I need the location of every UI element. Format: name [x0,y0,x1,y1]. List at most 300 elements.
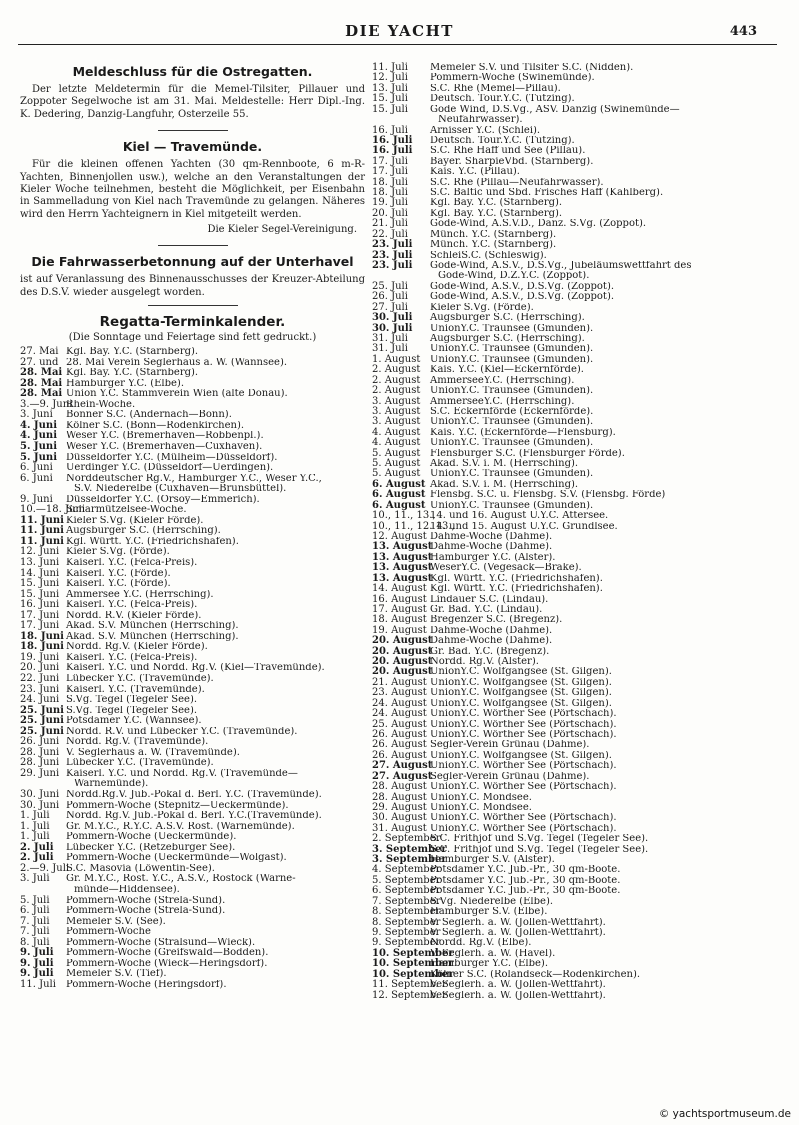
entry-event: V. Seglerh. a. W. (Havel). [430,948,556,959]
entry-date: 10.—18. Juni [20,504,86,516]
entry-event: V. Seglerhaus a. W. (Travemünde). [66,747,240,758]
calendar-entry [372,198,782,208]
calendar-entry [372,105,782,115]
calendar-entry [372,563,782,573]
entry-event: S.C. Frithjof und S.Vg. Tegel (Tegeler See). [430,844,649,855]
calendar-entry [20,906,365,917]
entry-date: 18. Juni [20,630,64,642]
entry-event: Pommern-Woche (Greifswald—Bodden). [66,948,269,959]
calendar-entry [20,663,365,674]
entry-date: 2. Juli [20,841,54,853]
entry-date: 3. Juni [20,409,53,421]
page-header [0,22,799,42]
entry-date: 3. August [372,416,421,428]
calendar-entry [372,584,782,594]
entry-date: 28. Mai [20,388,63,400]
calendar-entry [372,417,782,427]
entry-event: UnionY.C. Traunsee (Gmunden). [430,469,594,480]
left-column [20,50,365,990]
entry-event: Dahme-Woche (Dahme). [430,625,553,636]
entry-date: 16. August [372,593,427,605]
entry-event: Neufahrwasser). [438,115,523,126]
entry-date: 18. Juli [372,176,408,188]
entry-event: UnionY.C. Traunsee (Gmunden). [430,323,594,334]
entry-date: 11. September [372,979,447,991]
entry-event: S.Vg. Tegel (Tegeler See). [66,695,198,706]
entry-date: 28. Juni [20,757,60,769]
calendar-entry [372,428,782,438]
entry-date: 9. Juli [20,968,54,980]
calendar-entry [20,421,365,432]
calendar-entry [372,980,782,990]
entry-date: 13. August [372,562,433,574]
entry-date: 28. August [372,791,427,803]
entry-event: Kais. Y.C. (Kiel—Eckernförde). [430,365,584,376]
entry-date: 31. August [372,822,427,834]
entry-date: 23. Juli [372,249,413,261]
entry-date: 10., 11., 13., [372,510,436,522]
entry-event: Nordd. Rg.V. Jub.-Pokal d. Berl. Y.C.(Travemünde). [66,811,322,822]
calendar-entry [372,761,782,771]
entry-date: 16. Juli [372,134,413,146]
entry-event: Gr. Bad. Y.C. (Lindau). [430,604,543,615]
entry-date: 25. August [372,718,427,730]
entry-date: 24. August [372,708,427,720]
calendar-entry [20,917,365,928]
entry-date: 4. September [372,864,441,876]
entry-date: 9. Juni [20,493,53,505]
entry-event: Potsdamer Y.C. (Wannsee). [66,716,202,727]
entry-date: 11. Juni [20,514,64,526]
entry-event: Lindauer S.C. (Lindau). [430,594,549,605]
calendar-entry [20,474,365,485]
entry-event: S.Vg. Tegel (Tegeler See). [66,705,198,716]
calendar-entry [372,438,782,448]
entry-date: 20. August [372,656,433,668]
entry-date: 28. Mai [20,377,63,389]
calendar-entry [372,355,782,365]
entry-date: 6. August [372,478,426,490]
entry-date: 9. September [372,927,441,939]
entry-date: 4. Juni [20,430,57,442]
entry-date: 17. Juli [372,155,408,167]
calendar-entry [20,885,365,896]
entry-event: S.C. Rhe Haff und See (Pillau). [430,146,586,157]
entry-date: 15. Juli [372,93,408,105]
calendar-entry [372,803,782,813]
entry-event: Lübecker Y.C. (Travemünde). [66,758,214,769]
entry-event: WeserY.C. (Vegesack—Brake). [430,563,582,574]
entry-date: 12. Juni [20,546,60,558]
entry-date [372,115,426,125]
entry-event: UnionY.C. Wolfgangsee (St. Gilgen). [430,688,612,699]
calendar-entry [20,347,365,358]
calendar-entry [372,386,782,396]
entry-event: V. Seglerh. a. W. (Jollen-Wettfahrt). [430,980,606,991]
calendar-entry [372,688,782,698]
entry-event: Nordd. Rg.V. (Elbe). [430,938,532,949]
entry-event: Akad. S.V. i. M. (Herrsching). [430,479,579,490]
entry-event: Pommern-Woche (Stepnitz—Ueckermünde). [66,800,289,811]
entry-event: S.V. Niederelbe (Cuxhaven—Brunsbüttel). [74,484,287,495]
calendar-subtitle: (Die Sonntage und Feiertage sind fett gedruckt.) [68,332,317,344]
entry-date: 2.—9. Juli [20,862,70,874]
entry-date: 20. Juni [20,662,60,674]
calendar-entry [20,853,365,864]
entry-event: Kieler S.Vg. (Förde). [430,302,534,313]
entry-event: UnionY.C. Wörther See (Pörtschach). [430,813,617,824]
calendar-entry [372,667,782,677]
calendar-entry [20,980,365,991]
entry-event: Kais. Y.C. (Pillau). [430,167,520,178]
entry-event: Pommern-Woche (Ueckermünde—Wolgast). [66,853,287,864]
entry-date: 30. Juli [372,312,413,324]
entry-date: 22. Juli [372,228,408,240]
entry-event: UnionY.C. Wolfgangsee (St. Gilgen). [430,750,612,761]
entry-date: 18. Juli [372,187,408,199]
calendar-entry [372,636,782,646]
entry-date: 10. September [372,958,454,970]
entry-event: Augsburger S.C. (Herrsching). [430,313,585,324]
calendar-entry [372,230,782,240]
calendar-entry [20,431,365,442]
entry-event: Gode-Wind, A.S.V., D.S.Vg., Jubeläumswettfahrt des [430,261,692,272]
calendar-list-left [20,347,365,990]
entry-date: 6. August [372,499,426,511]
entry-event: S.C. Masovia (Löwentin-See). [66,863,215,874]
calendar-entry [20,790,365,801]
calendar-entry [372,991,782,1001]
entry-date: 6. Juli [20,905,50,917]
entry-event: Lübecker Y.C. (Retzeburger See). [66,842,236,853]
entry-date: 16. Juli [372,145,413,157]
entry-date: 1. August [372,353,421,365]
entry-event: Nordd. Rg.V. (Kieler Förde). [66,642,208,653]
entry-date: 2. September [372,833,441,845]
calendar-entry [372,813,782,823]
article-title-kiel: Kiel — Travemünde. [122,139,263,155]
entry-event: Kaiserl. Y.C. (Felca-Preis). [66,558,198,568]
calendar-entry [372,469,782,479]
calendar-entry [20,758,365,769]
calendar-entry [372,699,782,709]
calendar-entry [20,558,365,569]
entry-event: Hamburger Y.C. (Elbe). [66,378,185,389]
calendar-entry [372,209,782,219]
entry-event: Kaiserl. Y.C. (Felca-Preis). [66,652,198,663]
entry-event: Warnemünde). [74,779,149,790]
entry-date: 8. Juli [20,936,50,948]
entry-event: UnionY.C. Wolfgangsee (St. Gilgen). [430,698,612,709]
article-title-unterhavel: Die Fahrwasserbetonnung auf der Unterhavel [31,254,354,270]
calendar-entry [20,706,365,717]
entry-date: 17. Juli [372,166,408,178]
entry-date: 10. September [372,968,454,980]
entry-date: 30. Juni [20,799,60,811]
entry-event: UnionY.C. Traunsee (Gmunden). [430,386,594,397]
entry-date: 3. Juli [20,873,50,885]
entry-event: Gode-Wind, A.S.V., D.S.Vg. (Zoppot). [430,281,615,292]
entry-event: UnionY.C. Wörther See (Pörtschach). [430,730,617,740]
entry-event: Flensbg. S.C. u. Flensbg. S.V. (Flensbg. Förde) [430,490,666,501]
divider [148,305,238,306]
calendar-entry [372,344,782,354]
calendar-entry [20,526,365,537]
entry-date: 2. August [372,385,421,397]
calendar-entry [20,801,365,812]
calendar-entry [20,927,365,938]
entry-date: 27. August [372,770,433,782]
entry-date: 22. Juni [20,673,60,685]
entry-event: Union Y.C. Stammverein Wien (alte Donau). [66,389,288,400]
calendar-entry [372,365,782,375]
entry-date: 31. Juli [372,332,408,344]
calendar-entry [372,303,782,313]
entry-date: 19. Juli [372,197,408,209]
entry-event: Gr. M.Y.C., R.Y.C. A.S.V. Rost. (Warnemünde). [66,821,295,832]
entry-date: 8. September [372,906,441,918]
entry-event: UnionY.C. Traunsee (Gmunden). [430,344,594,355]
article-signature: Die Kieler Segel-Vereinigung. [207,224,357,236]
entry-event: Kgl. Bay. Y.C. (Starnberg). [66,347,199,358]
entry-date: 4. Juni [20,419,57,431]
entry-date: 29. Juni [20,767,60,779]
entry-date: 27. und [20,356,59,368]
calendar-entry [372,146,782,156]
entry-event: UnionY.C. Mondsee. [430,792,532,803]
calendar-entry [372,480,782,490]
entry-event: Düsseldorfer Y.C. (Orsoy—Emmerich). [66,494,260,505]
entry-event: Scharmützelsee-Woche. [66,505,187,516]
entry-date: 19. August [372,624,427,636]
calendar-entry [20,484,365,495]
entry-date: 6. September [372,885,441,897]
entry-event: Gode Wind, D.S.Vg., ASV. Danzig (Swinemünde— [430,104,680,115]
entry-date: 23. Juli [372,239,413,251]
entry-date: 30. August [372,812,427,824]
entry-date: 27. Mai [20,346,59,358]
entry-date: 16. Juni [20,599,60,611]
calendar-entry [372,84,782,94]
entry-date: 26. Juni [20,736,60,748]
calendar-entry [372,709,782,719]
entry-event: münde—Hiddensee). [74,884,180,895]
article-body-kiel: Für die kleinen offenen Yachten (30 qm-Rennboote, 6 m-R-Yachten, Binnenjollen usw.), welche an den Veranstaltungen der Kieler Woche teilnehmen, besteht die Möglichkeit, per Eisenbahn in Sammelladung von Kiel nach Travemünde zu gelangen. Näheres wird den Herrn Yachteignern in Kiel mitgeteilt werden. [20,159,365,220]
calendar-entry [372,772,782,782]
entry-event: Dahme-Woche (Dahme). [430,542,553,553]
entry-event: Bregenzer S.C. (Bregenz). [430,615,563,626]
entry-event: Kaiserl. Y.C. und Nordd. Rg.V. (Travemünde— [66,768,298,779]
entry-event: Augsburger S.C. (Herrsching). [430,333,585,344]
calendar-entry [20,674,365,685]
calendar-entry [20,632,365,643]
entry-event: V. Seglerh. a. W. (Jollen-Wettfahrt). [430,990,606,1001]
calendar-entry [20,948,365,959]
entry-event: 28. Mai Verein Seglerhaus a. W. (Wannsee). [66,357,288,368]
calendar-entry [20,368,365,379]
entry-event: Deutsch. Tour.Y.C. (Tutzing). [430,135,575,146]
calendar-entry [372,219,782,229]
entry-event: Kgl. Bay. Y.C. (Starnberg). [430,208,563,219]
entry-date: 3.—9. Juni [20,398,73,410]
entry-event: UnionY.C. Traunsee (Gmunden). [430,417,594,428]
entry-event: AmmerseeY.C. (Herrsching). [430,396,575,407]
entry-date: 28. Juni [20,746,60,758]
calendar-entry [372,595,782,605]
entry-event: Kgl. Württ. Y.C. (Friedrichshafen). [66,536,239,547]
entry-date: 25. Juni [20,715,64,727]
calendar-entry [372,751,782,761]
calendar-entry [372,178,782,188]
entry-event: Uerdinger Y.C. (Düsseldorf—Uerdingen). [66,463,274,474]
calendar-entry [20,938,365,949]
article-title-meldeschluss: Meldeschluss für die Ostregatten. [72,64,313,79]
calendar-entry [20,642,365,653]
entry-date: 13. August [372,572,433,584]
entry-event: Hamburger S.V. (Alster). [430,855,555,866]
entry-event: Rhein-Woche. [66,399,136,410]
entry-date: 9. September [372,937,441,949]
entry-event: Weser Y.C. (Bremerhaven—Cuxhaven). [66,441,263,452]
calendar-entry [20,822,365,833]
calendar-entry [372,376,782,386]
calendar-entry [20,358,365,369]
calendar-entry [20,896,365,907]
entry-date: 15. Juli [372,103,408,115]
entry-date: 20. Juli [372,207,408,219]
entry-date: 13. Juni [20,557,60,568]
entry-event: UnionY.C. Traunsee (Gmunden). [430,500,594,511]
entry-date: 2. August [372,374,421,386]
entry-date: 23. Juli [372,260,413,272]
entry-date: 5. August [372,447,421,459]
entry-date: 12. September [372,989,447,1001]
entry-date: 13. Juli [372,82,408,94]
entry-event: UnionY.C. Wörther See (Pörtschach). [430,719,617,730]
entry-event: Kieler S.Vg. (Förde). [66,547,170,558]
calendar-entry [372,136,782,146]
entry-date: 12. August [372,530,427,542]
entry-date: 4. August [372,437,421,449]
entry-date: 25. Juni [20,704,64,716]
calendar-entry [20,843,365,854]
calendar-entry [372,282,782,292]
calendar-entry [372,449,782,459]
entry-event: Norddeutscher Rg.V., Hamburger Y.C., Weser Y.C., [66,473,322,484]
calendar-entry [372,271,782,281]
calendar-entry [372,511,782,521]
entry-date: 2. Juli [20,852,54,864]
entry-event: Akad. S.V. i. M. (Herrsching). [430,459,579,470]
calendar-title: Regatta-Terminkalender. [99,314,286,331]
calendar-entry [372,157,782,167]
entry-event: Augsburger S.C. (Herrsching). [66,526,221,537]
entry-event: Segler-Verein Grünau (Dahme). [430,771,590,782]
entry-event: Arnisser Y.C. (Schlei). [430,125,541,136]
calendar-entry [20,516,365,527]
calendar-entry [20,716,365,727]
entry-event: Kaiserl. Y.C. (Felca-Preis). [66,600,198,611]
calendar-entry [20,621,365,632]
entry-date: 28. August [372,781,427,793]
entry-event: Kaiserl. Y.C. und Nordd. Rg.V. (Kiel—Travemünde). [66,663,325,674]
entry-event: 14. und 16. August U.Y.C. Attersee. [430,511,609,522]
entry-event: Memeler S.V. (See). [66,916,166,927]
entry-event: Pommern-Woche [66,927,151,938]
entry-event: UnionY.C. Traunsee (Gmunden). [430,354,594,365]
entry-event: Bonner S.C. (Andernach—Bonn). [66,410,232,421]
entry-event: S.C. Rhe (Memel—Pillau). [430,83,561,94]
entry-date: 30. Juli [372,322,413,334]
entry-date: 20. August [372,666,433,678]
entry-event: Nordd. R.V. (Kieler Förde). [66,610,202,621]
calendar-entry [372,522,782,532]
entry-event: Gr. Bad. Y.C. (Bregenz). [430,646,550,657]
entry-date: 20. August [372,645,433,657]
calendar-entry [372,167,782,177]
entry-event: Pommern-Woche (Heringsdorf). [66,979,227,990]
entry-event: Kgl. Württ. Y.C. (Friedrichshafen). [430,573,603,584]
divider [158,245,228,246]
calendar-entry [20,864,365,875]
calendar-entry [20,400,365,411]
entry-event: Kölner S.C. (Rolandseck—Rodenkirchen). [430,969,641,980]
entry-date: 28. Mai [20,367,63,379]
entry-event: Kais. Y.C. (Eckernförde—Flensburg). [430,427,616,438]
entry-date: 5. September [372,874,441,886]
calendar-entry [372,626,782,636]
journal-title: DIE YACHT [345,22,454,40]
entry-event: Pommern-Woche (Wieck—Heringsdorf). [66,958,268,969]
calendar-entry [372,63,782,73]
entry-event: Lübecker Y.C. (Travemünde). [66,674,214,685]
right-column [372,63,782,1001]
calendar-entry [20,685,365,696]
entry-event: 14. und 15. August U.Y.C. Grundlsee. [430,521,618,532]
entry-event: Nordd. Rg.V. (Travemünde). [66,737,209,748]
calendar-entry [372,730,782,740]
entry-date: 1. Juli [20,831,50,843]
entry-event: Dahme-Woche (Dahme). [430,636,553,647]
calendar-entry [372,240,782,250]
entry-date: 24. Juni [20,694,60,706]
entry-date: 5. Juni [20,440,57,452]
entry-date: 11. Juli [372,62,408,73]
entry-date: 3. August [372,395,421,407]
entry-event: Pommern-Woche (Swinemünde). [430,73,595,84]
calendar-entry [20,811,365,822]
header-rule [18,44,777,45]
calendar-entry [372,459,782,469]
entry-event: S.C. Baltic und Sbd. Frisches Haff (Kahlberg). [430,188,664,199]
calendar-entry [372,334,782,344]
calendar-entry [372,397,782,407]
entry-event: Kgl. Württ. Y.C. (Friedrichshafen). [430,584,603,595]
entry-date: 7. Juli [20,915,50,927]
calendar-entry [372,313,782,323]
calendar-entry [20,969,365,980]
entry-event: SchleiS.C. (Schleswig). [430,250,547,261]
entry-event: Hamburger S.V. (Elbe). [430,907,548,918]
entry-event: Pommern-Woche (Strela-Sund). [66,906,226,917]
entry-event: Ammersee Y.C. (Herrsching). [66,589,214,600]
calendar-entry [372,542,782,552]
calendar-entry [20,959,365,970]
entry-event: Memeler S.V. (Tief). [66,969,167,980]
article-body-meldeschluss: Der letzte Meldetermin für die Memel-Tilsiter, Pillauer und Zoppoter Segelwoche ist am 31. Mai. Meldestelle: Herr Dipl.-Ing. K. Dedering, Danzig-Langfuhr, Osterzeile 55. [20,84,365,120]
calendar-entry [372,574,782,584]
calendar-entry [372,188,782,198]
